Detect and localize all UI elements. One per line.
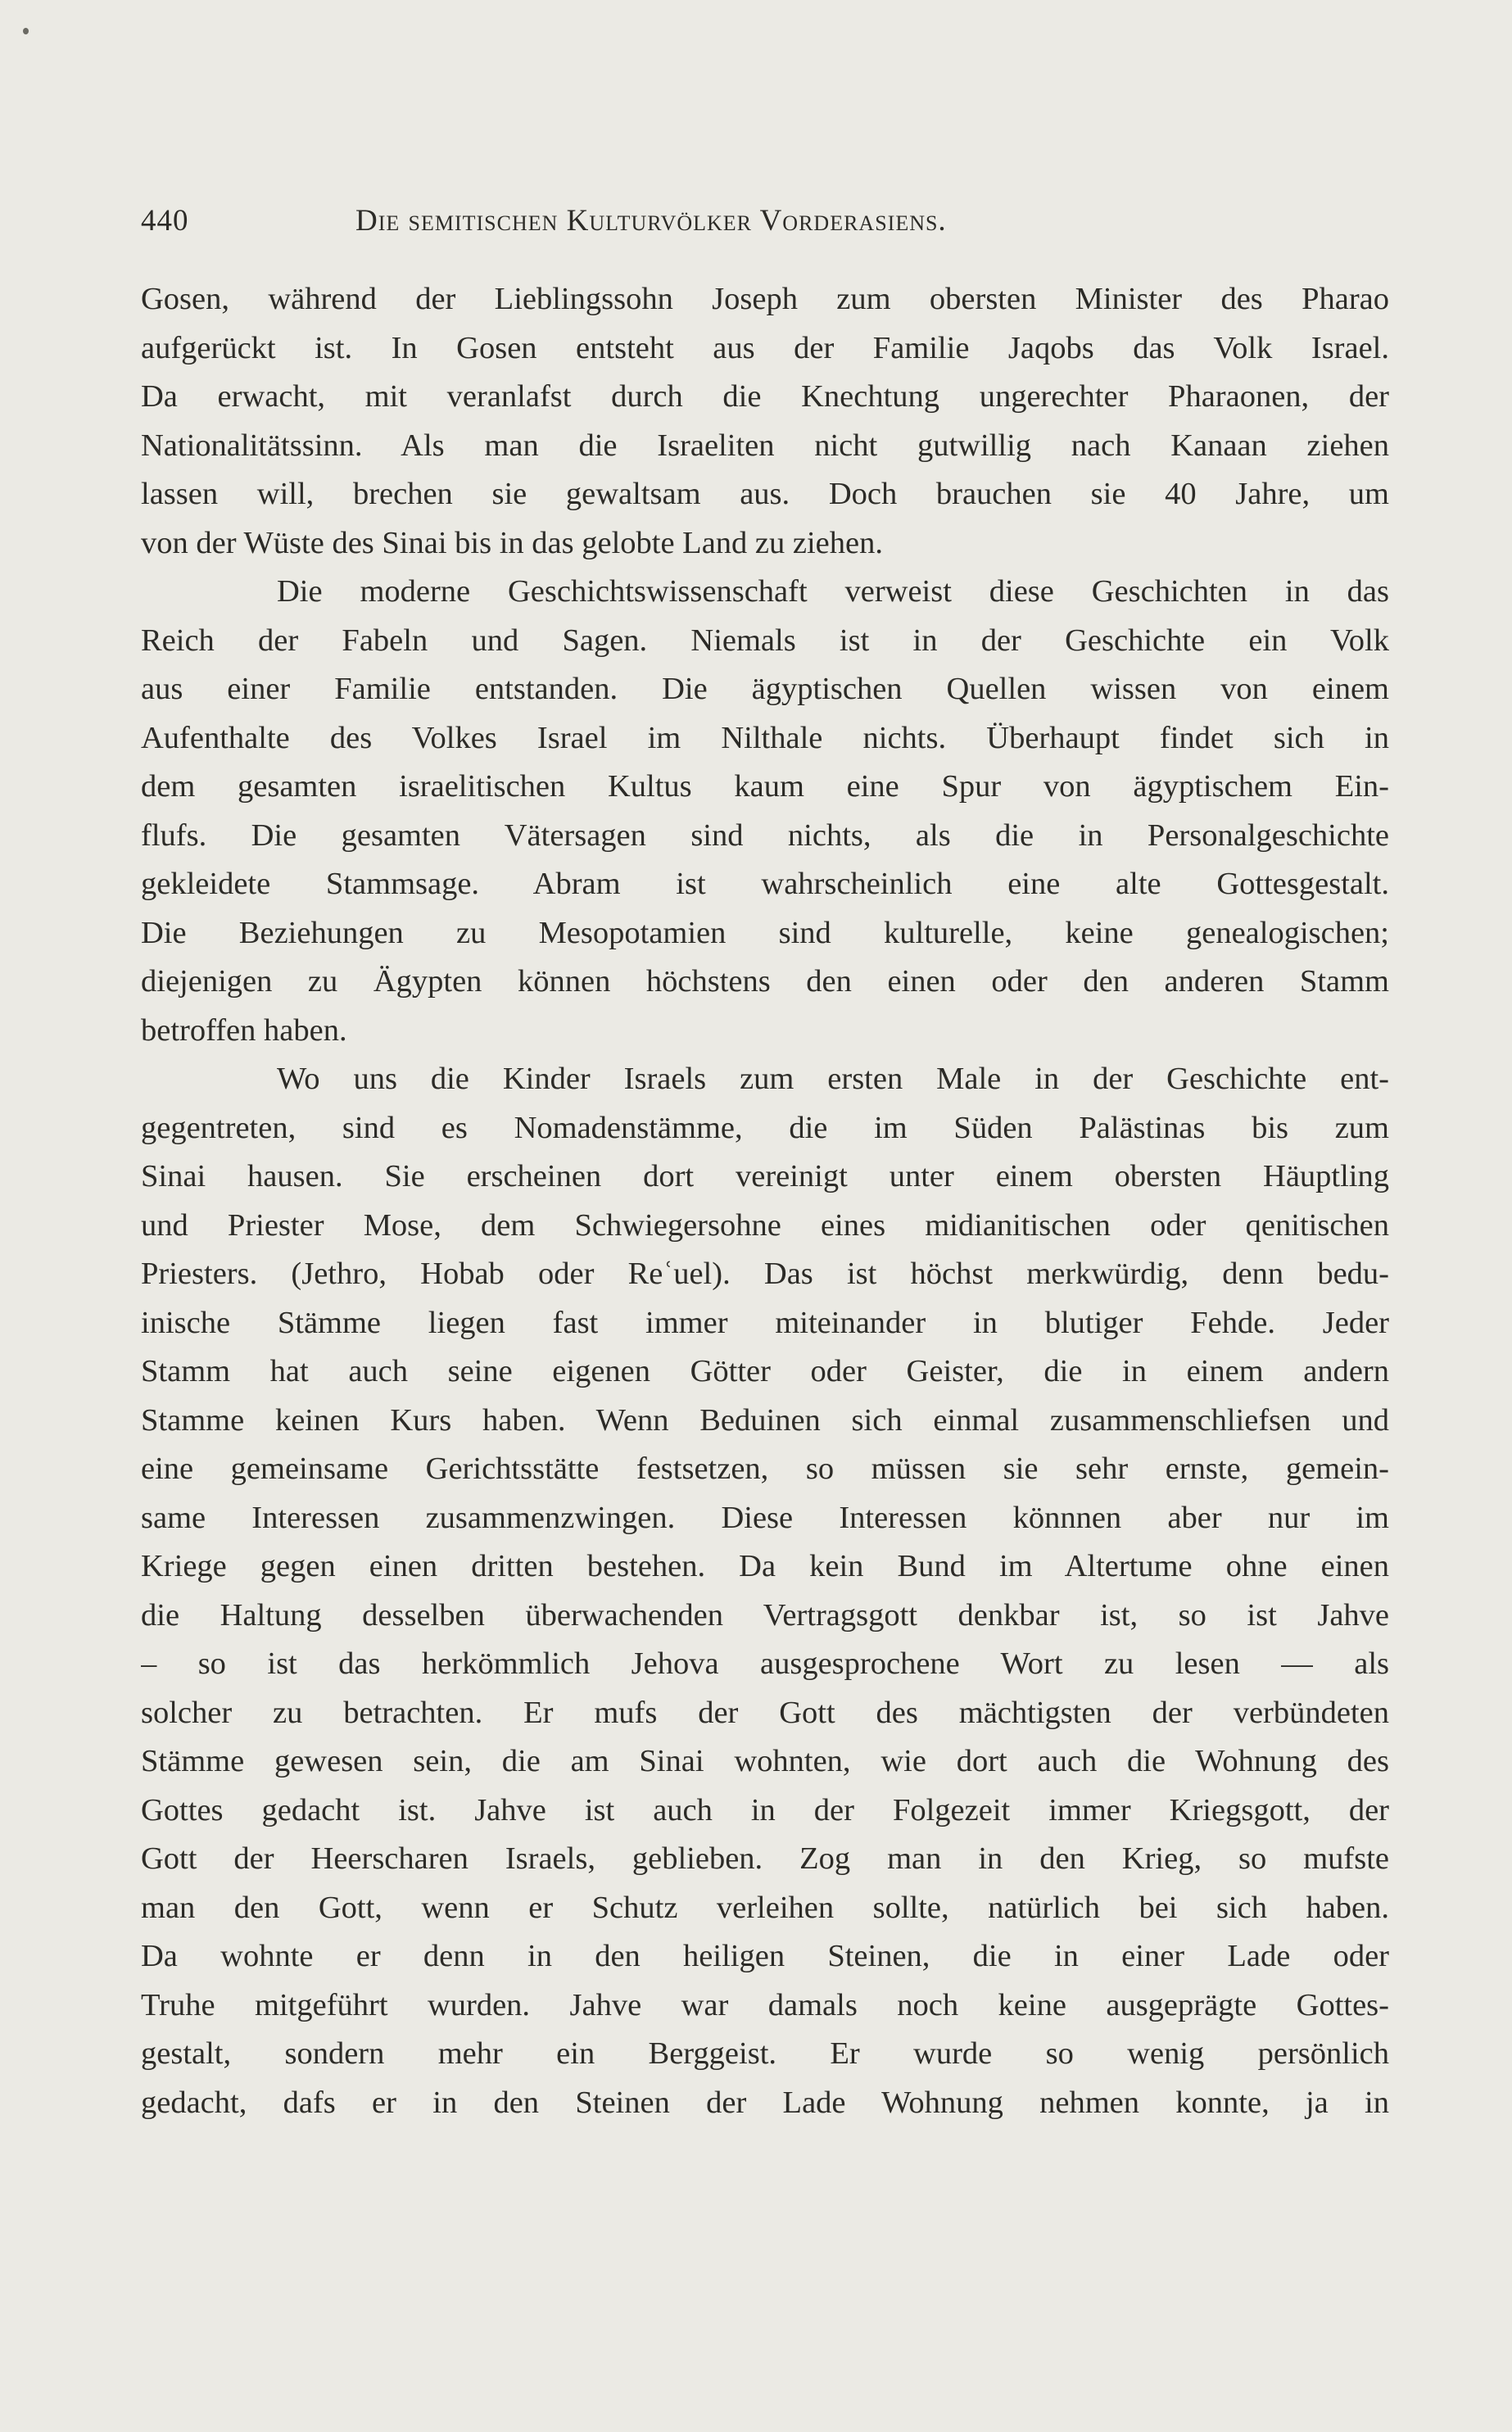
text-line: Truhe mitgeführt wurden. Jahve war damals noch keine ausgeprägte Gottes- xyxy=(141,1987,1389,2022)
text-line: aus einer Familie entstanden. Die ägyptischen Quellen wissen von einem xyxy=(141,672,1389,706)
text-line: Nationalitätssinn. Als man die Israeliten nicht gutwillig nach Kanaan ziehen xyxy=(141,428,1389,463)
text-line: solcher zu betrachten. Er mufs der Gott des mächtigsten der verbündeten xyxy=(141,1695,1389,1730)
text-line: Reich der Fabeln und Sagen. Niemals ist in der Geschichte ein Volk xyxy=(141,623,1389,658)
text-line: Stamm hat auch seine eigenen Götter oder Geister, die in einem andern xyxy=(141,1354,1389,1388)
text-line: Die Beziehungen zu Mesopotamien sind kulturelle, keine genealogischen; xyxy=(141,915,1389,950)
text-line: flufs. Die gesamten Vätersagen sind nichts, als die in Personalgeschichte xyxy=(141,817,1389,853)
page-number: 440 xyxy=(141,204,189,238)
text-line: Kriege gegen einen dritten bestehen. Da kein Bund im Altertume ohne einen xyxy=(141,1549,1389,1583)
text-line: Gosen, während der Lieblingssohn Joseph zum obersten Minister des Pharao xyxy=(141,282,1389,316)
text-line: Die moderne Geschichtswissenschaft verweist diese Geschichten in das xyxy=(277,574,1389,609)
text-line: die Haltung desselben überwachenden Vertragsgott denkbar ist, so ist Jahve xyxy=(141,1597,1389,1633)
text-line: Da wohnte er denn in den heiligen Steinen, die in einer Lade oder xyxy=(141,1939,1389,1973)
text-line: man den Gott, wenn er Schutz verleihen sollte, natürlich bei sich haben. xyxy=(141,1890,1389,1925)
text-line: Stamme keinen Kurs haben. Wenn Beduinen sich einmal zusammenschliefsen und xyxy=(141,1402,1389,1438)
text-line: Sinai hausen. Sie erscheinen dort vereinigt unter einem obersten Häuptling xyxy=(141,1159,1389,1193)
text-line: Wo uns die Kinder Israels zum ersten Male in der Geschichte ent- xyxy=(277,1062,1389,1096)
text-line: aufgerückt ist. In Gosen entsteht aus der Familie Jaqobs das Volk Israel. xyxy=(141,330,1389,365)
text-line: und Priester Mose, dem Schwiegersohne eines midianitischen oder qenitischen xyxy=(141,1207,1389,1243)
text-line: – so ist das herkömmlich Jehova ausgesprochene Wort zu lesen — als xyxy=(141,1646,1389,1681)
text-line: diejenigen zu Ägypten können höchstens den einen oder den anderen Stamm xyxy=(141,964,1389,999)
text-line: Stämme gewesen sein, die am Sinai wohnten, wie dort auch die Wohnung des xyxy=(141,1744,1389,1778)
text-line: lassen will, brechen sie gewaltsam aus. Doch brauchen sie 40 Jahre, um xyxy=(141,477,1389,511)
running-title: Die semitischen Kulturvölker Vorderasiens. xyxy=(355,204,947,238)
text-line: betroffen haben. xyxy=(141,1012,347,1048)
text-line: Da erwacht, mit veranlafst durch die Knechtung ungerechter Pharaonen, der xyxy=(141,379,1389,414)
text-line: dem gesamten israelitischen Kultus kaum eine Spur von ägyptischem Ein- xyxy=(141,769,1389,804)
text-line: gedacht, dafs er in den Steinen der Lade Wohnung nehmen konnte, ja in xyxy=(141,2085,1389,2120)
text-line: gekleidete Stammsage. Abram ist wahrscheinlich eine alte Gottesgestalt. xyxy=(141,867,1389,901)
text-line: von der Wüste des Sinai bis in das gelobte Land zu ziehen. xyxy=(141,525,883,560)
text-line: Aufenthalte des Volkes Israel im Nilthale nichts. Überhaupt findet sich in xyxy=(141,720,1389,755)
text-line: Gottes gedacht ist. Jahve ist auch in der Folgezeit immer Kriegsgott, der xyxy=(141,1792,1389,1827)
text-line: Gott der Heerscharen Israels, geblieben. Zog man in den Krieg, so mufste xyxy=(141,1841,1389,1876)
ink-speck xyxy=(23,28,29,34)
text-line: eine gemeinsame Gerichtsstätte festsetzen, so müssen sie sehr ernste, gemein- xyxy=(141,1452,1389,1486)
text-line: same Interessen zusammenzwingen. Diese Interessen könnnen aber nur im xyxy=(141,1500,1389,1535)
running-head xyxy=(141,203,1386,249)
text-line: gegentreten, sind es Nomadenstämme, die im Süden Palästinas bis zum xyxy=(141,1110,1389,1145)
body-text xyxy=(141,275,1389,2127)
text-line: Priesters. (Jethro, Hobab oder Reʿuel). Das ist höchst merkwürdig, denn bedu- xyxy=(141,1257,1389,1291)
text-line: inische Stämme liegen fast immer miteinander in blutiger Fehde. Jeder xyxy=(141,1305,1389,1340)
text-line: gestalt, sondern mehr ein Berggeist. Er wurde so wenig persönlich xyxy=(141,2036,1389,2071)
